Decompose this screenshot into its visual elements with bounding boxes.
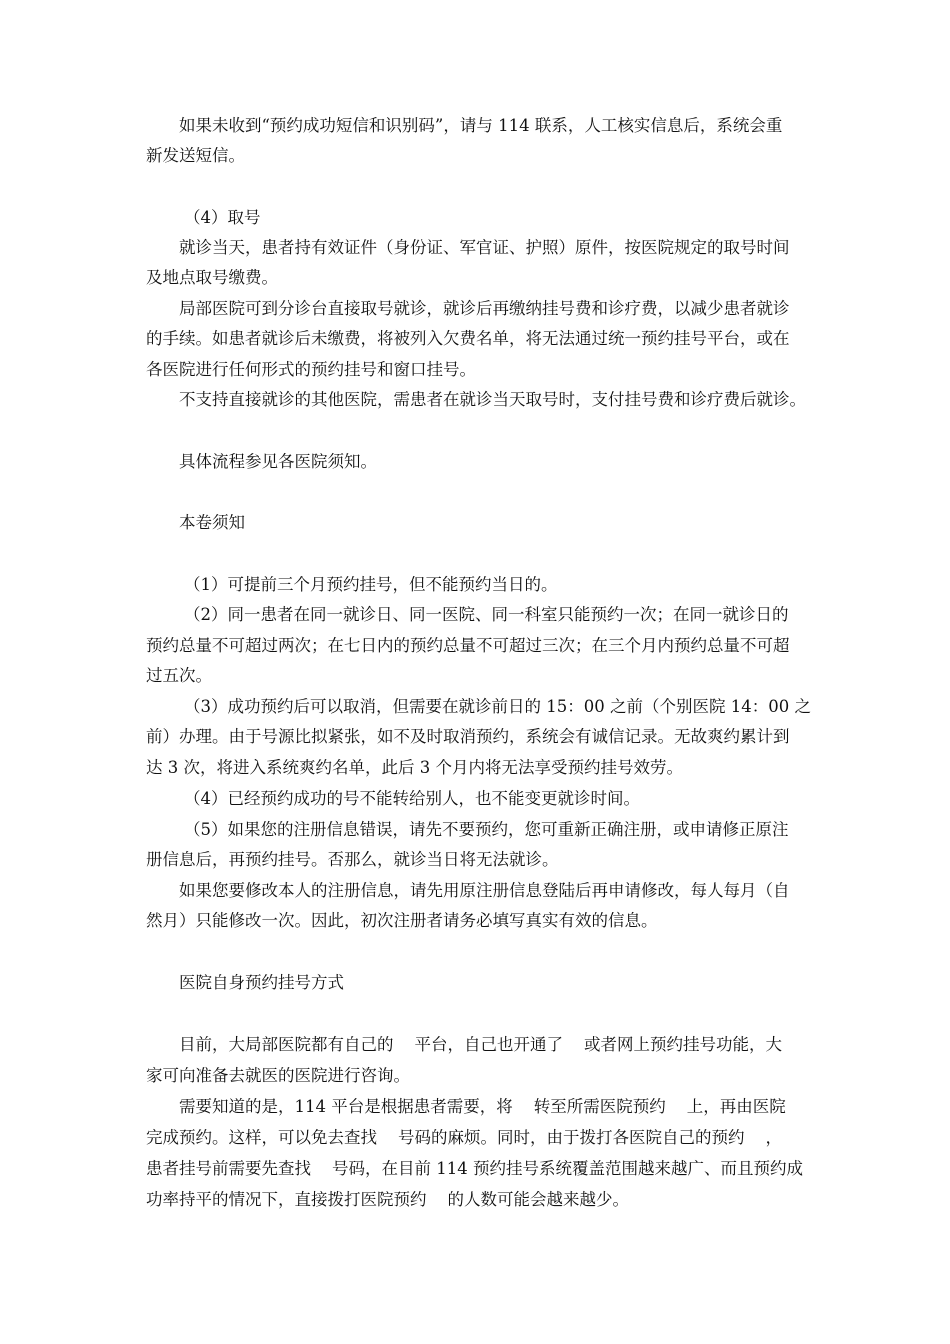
heading-hospital-self-booking: 医院自身预约挂号方式 [179,973,344,992]
para-114-line-4: 功率持平的情况下，直接拨打医院预约 的人数可能会越来越少。 [146,1190,629,1209]
notice-item-3-line-1: （3）成功预约后可以取消，但需要在就诊前日的 15：00 之前（个别医院 14：00 之 [184,697,811,716]
notice-item-2-line-3: 过五次。 [146,666,212,685]
notice-item-4: （4）已经预约成功的号不能转给别人，也不能变更就诊时间。 [184,789,640,808]
para-see-notice: 具体流程参见各医院须知。 [179,452,377,471]
para-other-hospitals: 不支持直接就诊的其他医院，需患者在就诊当天取号时，支付挂号费和诊疗费后就诊。 [179,390,806,409]
para-modify-info-line-2: 然月）只能修改一次。因此，初次注册者请务必填写真实有效的信息。 [146,911,658,930]
para-triage-line-2: 的手续。如患者就诊后未缴费，将被列入欠费名单，将无法通过统一预约挂号平台，或在 [146,329,790,348]
heading-notice: 本卷须知 [179,513,245,532]
para-platforms-line-2: 家可向准备去就医的医院进行咨询。 [146,1066,410,1085]
notice-item-5-line-1: （5）如果您的注册信息错误，请先不要预约，您可重新正确注册，或申请修正原注 [184,820,789,839]
notice-item-3-line-2: 前）办理。由于号源比拟紧张，如不及时取消预约，系统会有诚信记录。无故爽约累计到 [146,727,790,746]
para-sms-line-1: 如果未收到“预约成功短信和识别码”，请与 114 联系，人工核实信息后，系统会重 [179,116,783,135]
para-114-line-1: 需要知道的是，114 平台是根据患者需要，将 转至所需医院预约 上，再由医院 [179,1097,786,1116]
notice-item-3-line-3: 达 3 次，将进入系统爽约名单，此后 3 个月内将无法享受预约挂号效劳。 [146,758,683,777]
para-triage-line-1: 局部医院可到分诊台直接取号就诊，就诊后再缴纳挂号费和诊疗费，以减少患者就诊 [179,299,790,318]
para-platforms-line-1: 目前，大局部医院都有自己的 平台，自己也开通了 或者网上预约挂号功能，大 [179,1035,782,1054]
para-114-line-2: 完成预约。这样，可以免去查找 号码的麻烦。同时，由于拨打各医院自己的预约 ， [146,1128,782,1147]
para-sms-line-2: 新发送短信。 [146,146,245,165]
notice-item-1: （1）可提前三个月预约挂号，但不能预约当日的。 [184,575,558,594]
notice-item-5-line-2: 册信息后，再预约挂号。否那么，就诊当日将无法就诊。 [146,850,559,869]
para-triage-line-3: 各医院进行任何形式的预约挂号和窗口挂号。 [146,360,476,379]
para-visit-day-line-2: 及地点取号缴费。 [146,268,278,287]
para-visit-day-line-1: 就诊当天，患者持有效证件（身份证、军官证、护照）原件，按医院规定的取号时间 [179,238,790,257]
notice-item-2-line-1: （2）同一患者在同一就诊日、同一医院、同一科室只能预约一次；在同一就诊日的 [184,605,789,624]
para-114-line-3: 患者挂号前需要先查找 号码，在目前 114 预约挂号系统覆盖范围越来越广、而且预约成 [146,1159,803,1178]
para-modify-info-line-1: 如果您要修改本人的注册信息，请先用原注册信息登陆后再申请修改，每人每月（自 [179,881,790,900]
notice-item-2-line-2: 预约总量不可超过两次；在七日内的预约总量不可超过三次；在三个月内预约总量不可超 [146,636,790,655]
heading-take-number: （4）取号 [184,208,261,227]
